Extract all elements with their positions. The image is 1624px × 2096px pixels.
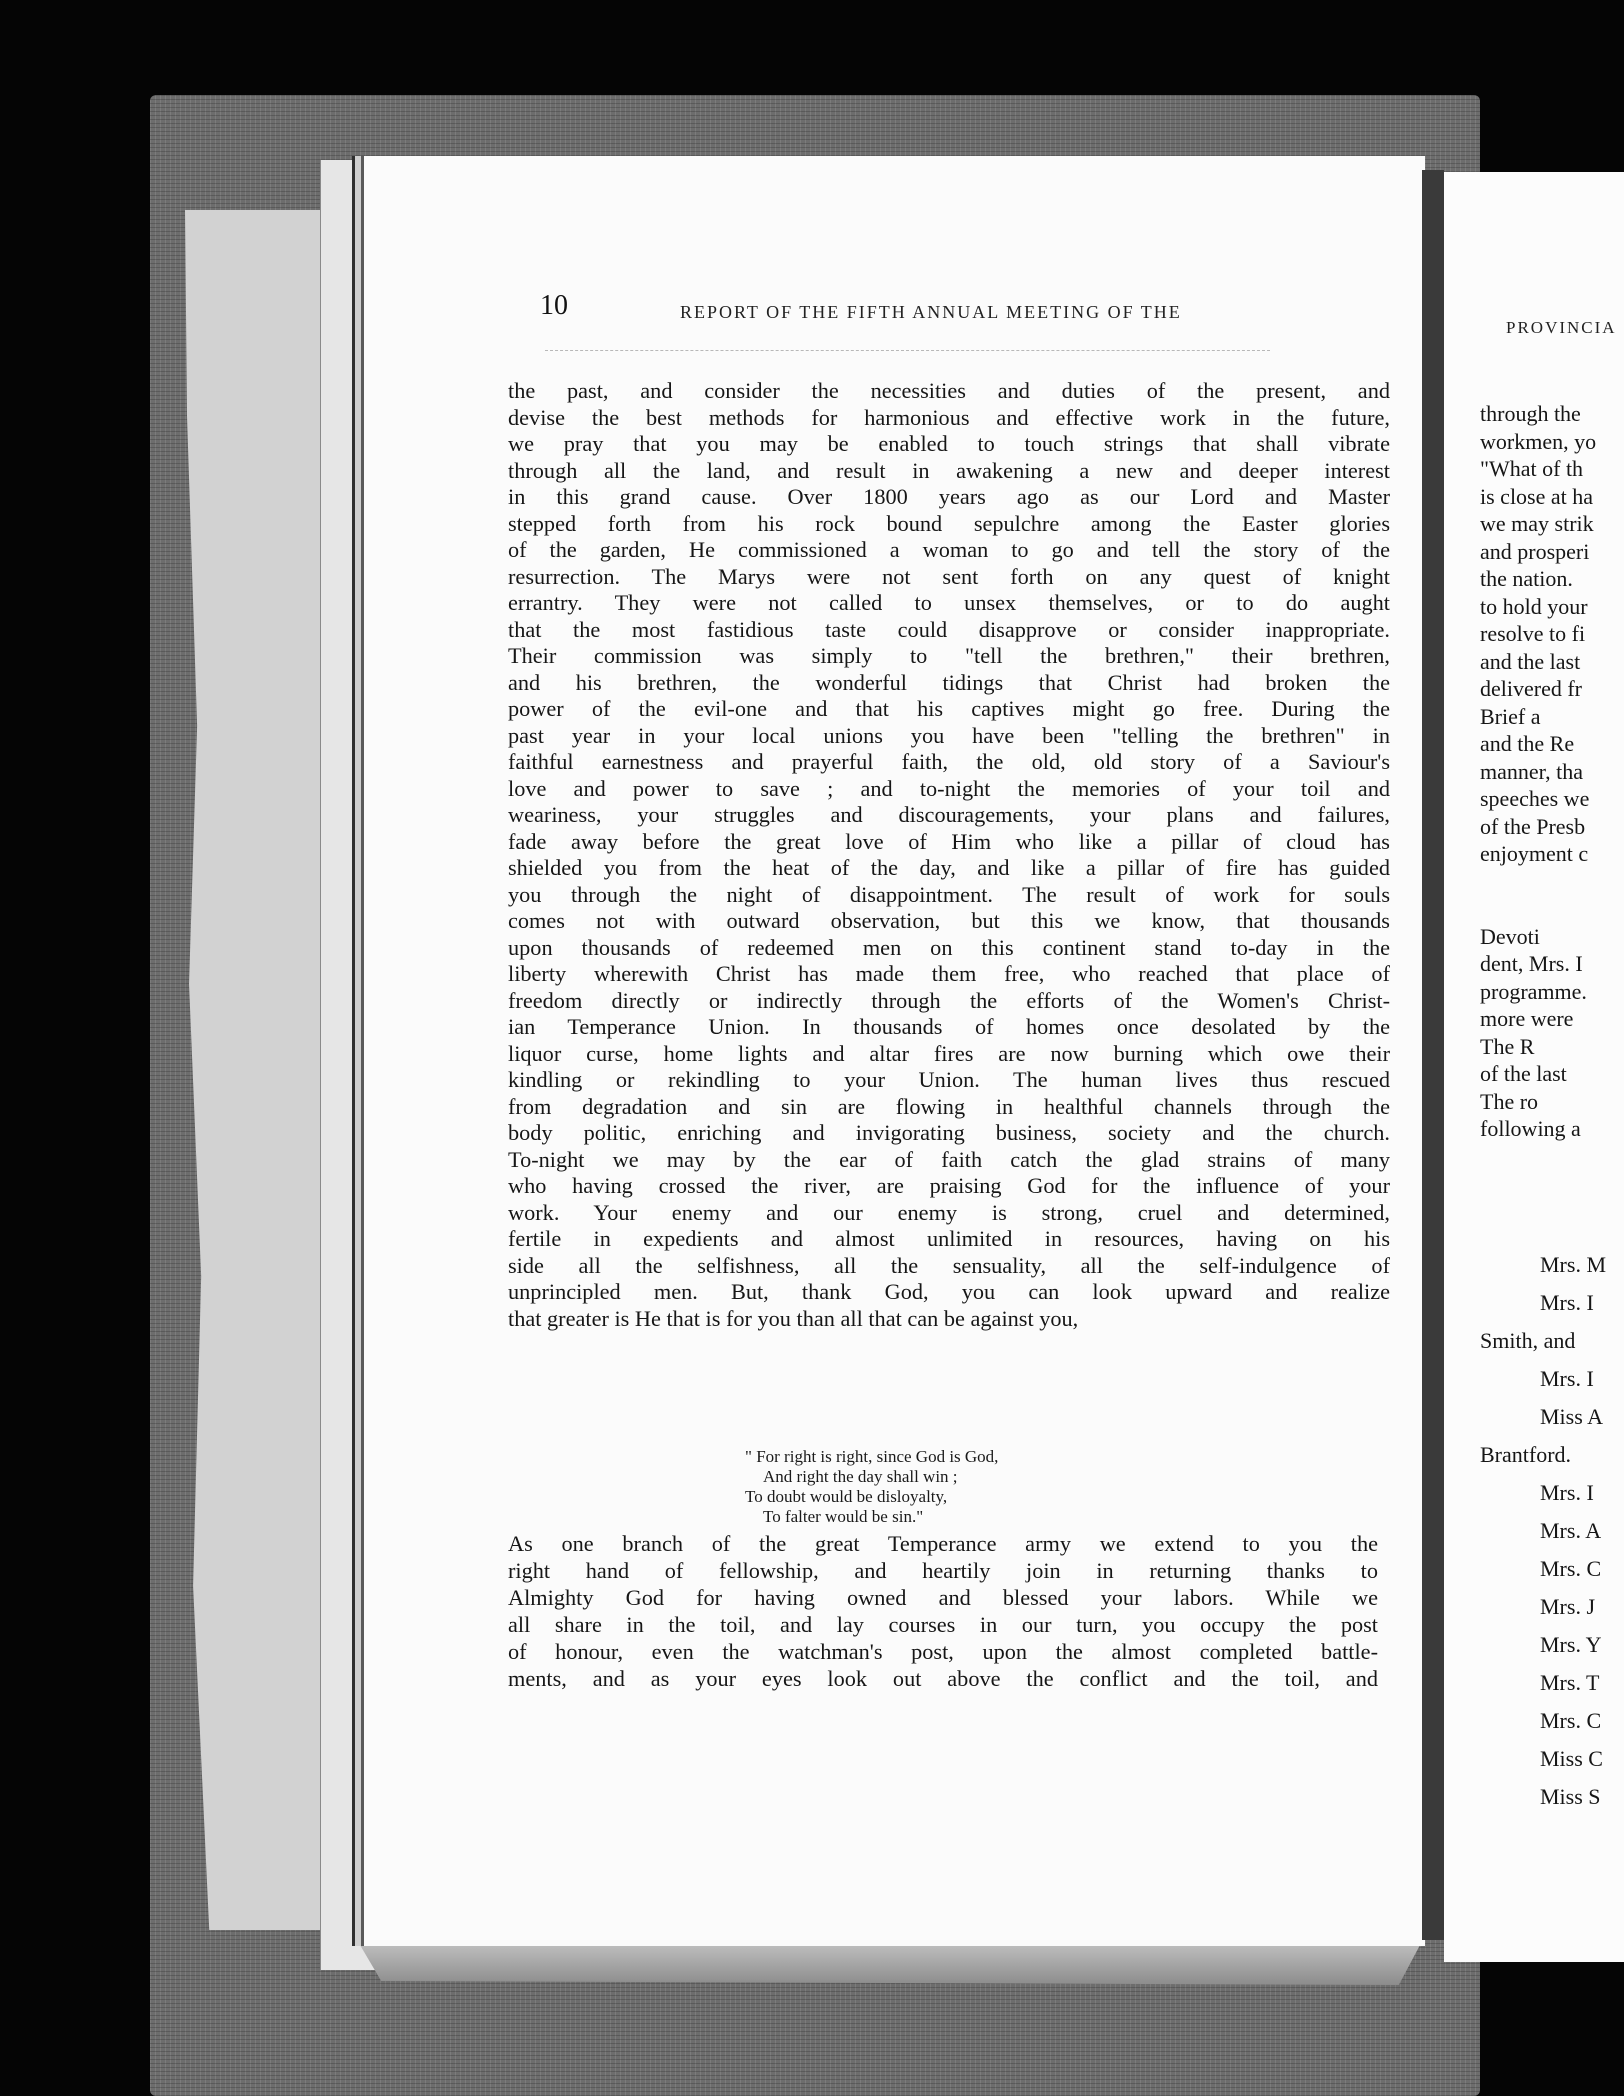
text-line: Their commission was simply to "tell the brethren," their brethren, [508, 643, 1390, 668]
right-text-line: the nation. [1480, 566, 1573, 591]
right-text-line: workmen, yo [1480, 428, 1597, 454]
text-line: ian Temperance Union. In thousands of homes once desolated by the [508, 1014, 1390, 1039]
text-line: stepped forth from his rock bound sepulchre among the Easter glories [508, 510, 1390, 536]
right-text-line: enjoyment c [1480, 841, 1589, 866]
right-page-text [1480, 400, 1596, 1143]
body-text-continued [508, 1530, 1378, 1692]
text-line: right hand of fellowship, and heartily join in returning thanks to [508, 1558, 1378, 1583]
text-line: body politic, enriching and invigorating business, society and the church. [508, 1120, 1390, 1145]
poem-quote [745, 1447, 998, 1527]
text-line: comes not with outward observation, but this we know, that thousands [508, 908, 1390, 933]
right-text-line: speeches we [1480, 786, 1590, 811]
right-text-line: following a [1480, 1116, 1581, 1141]
text-line: faithful earnestness and prayerful faith, the old, old story of a Saviour's [508, 749, 1390, 774]
text-line: we pray that you may be enabled to touch strings that shall vibrate [508, 431, 1390, 456]
text-line: fade away before the great love of Him who like a pillar of cloud has [508, 828, 1390, 854]
name-entry: Mrs. I [1540, 1290, 1594, 1315]
right-text-line: more were [1480, 1006, 1574, 1031]
body-text [508, 378, 1390, 1332]
name-entry: Miss A [1540, 1404, 1603, 1429]
name-entry: Mrs. C [1540, 1708, 1602, 1733]
name-entry: Smith, and [1480, 1328, 1576, 1353]
name-entry: Mrs. M [1540, 1252, 1607, 1277]
right-text-line: through the [1480, 401, 1581, 426]
right-text-line: and the last [1480, 648, 1581, 674]
right-text-line: The R [1480, 1033, 1535, 1059]
text-line: all share in the toil, and lay courses in our turn, you occupy the post [508, 1612, 1378, 1637]
page-number: 10 [540, 290, 568, 321]
right-text-line: manner, tha [1480, 758, 1583, 784]
name-entry: Mrs. C [1540, 1556, 1602, 1581]
name-entry: Mrs. J [1540, 1594, 1596, 1619]
text-line: shielded you from the heat of the day, and like a pillar of fire has guided [508, 855, 1390, 880]
poem-line: " For right is right, since God is God, [745, 1447, 999, 1466]
name-entry: Mrs. I [1540, 1480, 1594, 1505]
right-text-line: "What of th [1480, 456, 1584, 481]
name-entry: Brantford. [1480, 1442, 1572, 1467]
book-gutter [1422, 170, 1444, 1940]
text-line: that the most fastidious taste could disapprove or consider inappropriate. [508, 616, 1390, 642]
poem-line: To falter would be sin." [763, 1507, 924, 1526]
text-line: resurrection. The Marys were not sent forth on any quest of knight [508, 563, 1390, 589]
text-line: unprincipled men. But, thank God, you can look upward and realize [508, 1279, 1390, 1304]
text-line: the past, and consider the necessities and duties of the present, and [508, 378, 1390, 403]
page-bottom-edge [360, 1945, 1420, 1985]
poem-line: To doubt would be disloyalty, [745, 1487, 948, 1506]
text-line: love and power to save ; and to-night the memories of your toil and [508, 775, 1390, 801]
right-text-line: of the Presb [1480, 813, 1586, 839]
right-text-line: we may strik [1480, 511, 1594, 536]
text-line: devise the best methods for harmonious and effective work in the future, [508, 404, 1390, 430]
right-running-head: PROVINCIA [1506, 318, 1617, 337]
right-text-line: and the Re [1480, 731, 1575, 756]
text-line: who having crossed the river, are praising God for the influence of your [508, 1173, 1390, 1198]
right-text-line: delivered fr [1480, 676, 1582, 701]
right-text-line: Devoti [1480, 923, 1540, 949]
name-entry: Mrs. I [1540, 1366, 1594, 1391]
right-text-line: resolve to fi [1480, 621, 1586, 646]
text-line: work. Your enemy and our enemy is strong, cruel and determined, [508, 1199, 1390, 1225]
text-line: fertile in expedients and almost unlimited in resources, having on his [508, 1226, 1390, 1251]
right-text-line: to hold your [1480, 593, 1588, 619]
text-line: from degradation and sin are flowing in healthful channels through the [508, 1093, 1390, 1119]
text-line: in this grand cause. Over 1800 years ago as our Lord and Master [508, 484, 1390, 509]
text-line: liberty wherewith Christ has made them free, who reached that place of [508, 961, 1390, 986]
right-text-line: programme. [1480, 978, 1587, 1004]
text-line: Almighty God for having owned and blessed your labors. While we [508, 1585, 1378, 1610]
text-line: power of the evil-one and that his captives might go free. During the [508, 696, 1390, 721]
running-head: REPORT OF THE FIFTH ANNUAL MEETING OF THE [680, 302, 1182, 322]
text-line: errantry. They were not called to unsex themselves, or to do aught [508, 590, 1390, 615]
text-line: side all the selfishness, all the sensuality, all the self-indulgence of [508, 1252, 1390, 1278]
right-text-line [1480, 895, 1596, 923]
text-line: through all the land, and result in awakening a new and deeper interest [508, 457, 1390, 483]
text-line: and his brethren, the wonderful tidings that Christ had broken the [508, 669, 1390, 695]
right-text-line: is close at ha [1480, 483, 1594, 509]
poem-line: And right the day shall win ; [763, 1467, 958, 1486]
right-page [1444, 172, 1624, 1962]
name-entry: Mrs. T [1540, 1670, 1600, 1695]
text-line: freedom directly or indirectly through the efforts of the Women's Christ- [508, 987, 1390, 1013]
right-text-line: and prosperi [1480, 538, 1590, 564]
name-entry: Miss C [1540, 1746, 1603, 1771]
name-entry: Miss S [1540, 1784, 1601, 1809]
text-line: As one branch of the great Temperance army we extend to you the [508, 1531, 1378, 1556]
text-line: that greater is He that is for you than all that can be against you, [508, 1305, 1079, 1331]
text-line: liquor curse, home lights and altar fires are now burning which owe their [508, 1040, 1390, 1066]
right-page-name-list [1480, 1252, 1606, 1822]
right-text-line [1480, 868, 1596, 896]
text-line: weariness, your struggles and discouragements, your plans and failures, [508, 802, 1390, 827]
text-line: you through the night of disappointment. The result of work for souls [508, 881, 1390, 907]
name-entry: Mrs. A [1540, 1518, 1602, 1543]
name-entry: Mrs. Y [1540, 1632, 1602, 1657]
text-line: upon thousands of redeemed men on this continent stand to-day in the [508, 934, 1390, 960]
text-line: ments, and as your eyes look out above the conflict and the toil, and [508, 1666, 1378, 1691]
right-text-line: of the last [1480, 1061, 1567, 1086]
text-line: To-night we may by the ear of faith catch the glad strains of many [508, 1146, 1390, 1172]
text-line: of honour, even the watchman's post, upon the almost completed battle- [508, 1639, 1378, 1664]
text-line: of the garden, He commissioned a woman to go and tell the story of the [508, 537, 1390, 562]
right-text-line: The ro [1480, 1088, 1539, 1114]
text-line: kindling or rekindling to your Union. The human lives thus rescued [508, 1067, 1390, 1092]
right-text-line: dent, Mrs. I [1480, 951, 1583, 976]
header-rule [545, 350, 1270, 352]
text-line: past year in your local unions you have been "telling the brethren" in [508, 722, 1390, 748]
right-text-line: Brief a [1480, 703, 1541, 729]
